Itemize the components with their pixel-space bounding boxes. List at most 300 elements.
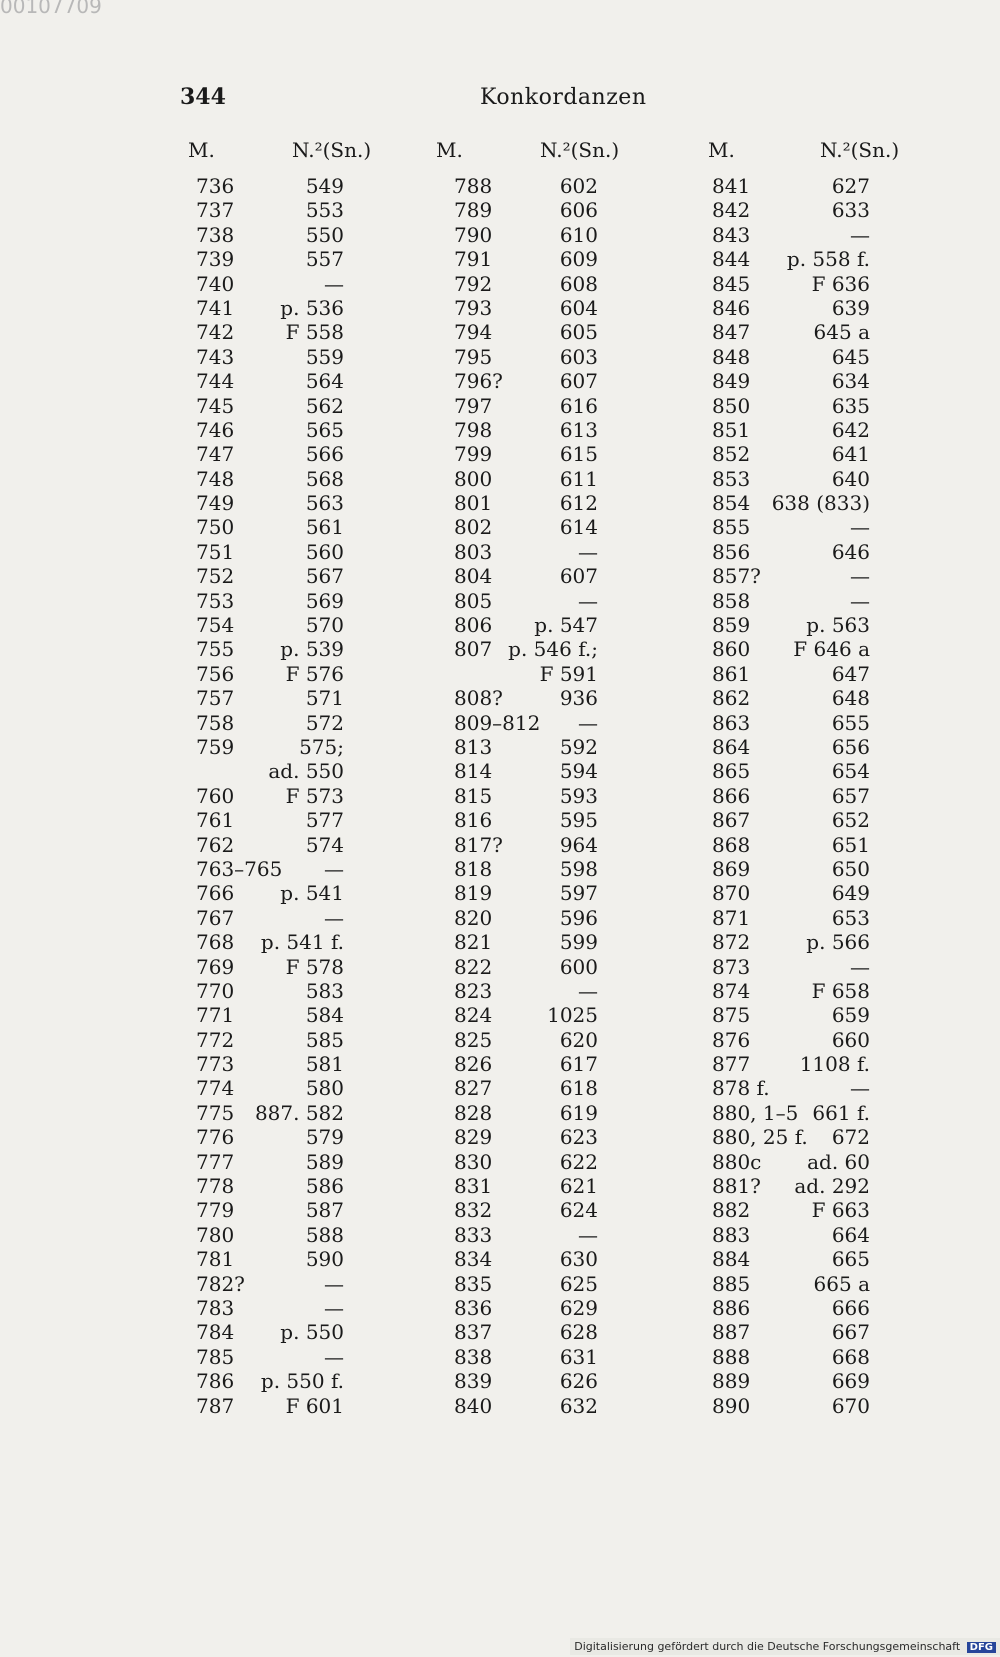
n-number: 575; — [299, 734, 344, 759]
m-number: 762 — [196, 832, 235, 857]
m-number: 778 — [196, 1174, 235, 1199]
m-number: 876 — [712, 1027, 751, 1052]
m-number: 798 — [454, 417, 493, 442]
table-row — [712, 1150, 870, 1174]
column-header — [188, 138, 372, 174]
m-number: 855 — [712, 515, 751, 540]
table-row — [454, 808, 598, 832]
table-row — [712, 174, 870, 198]
n-number: 579 — [305, 1125, 344, 1150]
n-number: 567 — [305, 564, 344, 589]
table-row — [196, 906, 344, 930]
table-row — [712, 662, 870, 686]
n-number: 622 — [559, 1149, 598, 1174]
table-row — [454, 686, 598, 710]
m-number: 785 — [196, 1344, 235, 1369]
n-number: — — [578, 710, 598, 735]
table-row — [454, 1003, 598, 1027]
m-number: 755 — [196, 637, 235, 662]
n-number: 633 — [831, 198, 870, 223]
n-number: 625 — [559, 1271, 598, 1296]
n-number: 590 — [305, 1247, 344, 1272]
table-row — [196, 1028, 344, 1052]
table-row — [454, 1394, 598, 1418]
table-row — [712, 1296, 870, 1320]
m-number: 832 — [454, 1198, 493, 1223]
n-number: 619 — [559, 1100, 598, 1125]
n-number: F 558 — [285, 320, 344, 345]
m-number: 820 — [454, 905, 493, 930]
table-row — [196, 686, 344, 710]
table-row — [712, 833, 870, 857]
table-row — [712, 247, 870, 271]
n-number: 648 — [831, 686, 870, 711]
m-number: 880, 1–5 — [712, 1100, 799, 1125]
table-row — [196, 1369, 344, 1393]
m-number: 743 — [196, 344, 235, 369]
n-number: 634 — [831, 369, 870, 394]
m-number: 849 — [712, 369, 751, 394]
m-number: 880, 25 f. — [712, 1125, 808, 1150]
n-number: 650 — [831, 856, 870, 881]
m-number: 858 — [712, 588, 751, 613]
table-row — [712, 345, 870, 369]
m-number: 759 — [196, 734, 235, 759]
table-row — [712, 857, 870, 881]
m-number: 790 — [454, 222, 493, 247]
n-number: p. 541 f. — [260, 930, 344, 955]
n-number: p. 539 — [280, 637, 344, 662]
n-number: 594 — [559, 759, 598, 784]
m-number: 768 — [196, 930, 235, 955]
concordance-column-3 — [708, 138, 900, 1418]
table-row — [196, 1076, 344, 1100]
n-number: — — [850, 222, 870, 247]
m-number: 750 — [196, 515, 235, 540]
table-row — [196, 491, 344, 515]
table-row — [196, 418, 344, 442]
n-number: 577 — [305, 808, 344, 833]
n-number: 588 — [305, 1222, 344, 1247]
n-number: 557 — [305, 247, 344, 272]
m-number: 818 — [454, 856, 493, 881]
table-row — [712, 1003, 870, 1027]
n-number: 653 — [831, 905, 870, 930]
table-row — [196, 1198, 344, 1222]
table-row — [196, 467, 344, 491]
table-row — [712, 515, 870, 539]
n-number: 652 — [831, 808, 870, 833]
m-number: 788 — [454, 174, 493, 198]
m-number: 805 — [454, 588, 493, 613]
table-row — [712, 1125, 870, 1149]
n-number: 887. 582 — [254, 1100, 344, 1125]
n-number: 559 — [305, 344, 344, 369]
m-number: 787 — [196, 1393, 235, 1418]
m-number: 868 — [712, 832, 751, 857]
table-row — [712, 808, 870, 832]
table-row — [454, 833, 598, 857]
table-row — [454, 637, 598, 661]
m-number: 749 — [196, 491, 235, 516]
m-number: 802 — [454, 515, 493, 540]
m-number: 821 — [454, 930, 493, 955]
table-row — [454, 1076, 598, 1100]
n-number: 612 — [559, 491, 598, 516]
n-number: 561 — [305, 515, 344, 540]
n-number: 642 — [831, 417, 870, 442]
n-number: 632 — [559, 1393, 598, 1418]
m-number: 885 — [712, 1271, 751, 1296]
m-number: 789 — [454, 198, 493, 223]
m-number: 845 — [712, 271, 751, 296]
m-number: 786 — [196, 1369, 235, 1394]
m-number: 767 — [196, 905, 235, 930]
table-row — [712, 1345, 870, 1369]
table-row — [712, 1174, 870, 1198]
m-number: 752 — [196, 564, 235, 589]
table-row — [712, 881, 870, 905]
digitization-footer — [570, 1638, 1000, 1655]
n-number: 568 — [305, 466, 344, 491]
table-row — [196, 1394, 344, 1418]
table-row — [454, 711, 598, 735]
m-number: 873 — [712, 954, 751, 979]
m-number: 851 — [712, 417, 751, 442]
m-number: 852 — [712, 442, 751, 467]
table-row — [712, 637, 870, 661]
table-row — [454, 247, 598, 271]
table-row — [454, 272, 598, 296]
n-number: 623 — [559, 1125, 598, 1150]
table-row — [196, 223, 344, 247]
n-number: 603 — [559, 344, 598, 369]
m-number: 839 — [454, 1369, 493, 1394]
m-number: 887 — [712, 1320, 751, 1345]
table-row — [196, 881, 344, 905]
m-number: 809–812 — [454, 710, 541, 735]
table-row — [454, 1052, 598, 1076]
table-row — [454, 1028, 598, 1052]
n-number: 646 — [831, 539, 870, 564]
table-row — [454, 881, 598, 905]
m-number: 746 — [196, 417, 235, 442]
m-number: 797 — [454, 393, 493, 418]
n-number: 660 — [831, 1027, 870, 1052]
n-number: 670 — [831, 1393, 870, 1418]
table-row — [712, 442, 870, 466]
n-number: ad. 292 — [794, 1174, 870, 1199]
n-number: 596 — [559, 905, 598, 930]
table-row — [196, 979, 344, 1003]
m-number: 737 — [196, 198, 235, 223]
table-row — [712, 955, 870, 979]
table-row — [196, 369, 344, 393]
n-number: 599 — [559, 930, 598, 955]
m-number: 745 — [196, 393, 235, 418]
table-row — [196, 808, 344, 832]
m-number: 776 — [196, 1125, 235, 1150]
n-number: 550 — [305, 222, 344, 247]
n-number: 600 — [559, 954, 598, 979]
m-number: 889 — [712, 1369, 751, 1394]
m-number: 757 — [196, 686, 235, 711]
m-number: 741 — [196, 295, 235, 320]
table-row — [454, 296, 598, 320]
n-number: 668 — [831, 1344, 870, 1369]
header-m: M. — [708, 138, 735, 162]
n-number: 620 — [559, 1027, 598, 1052]
n-number: 614 — [559, 515, 598, 540]
n-number: 665 — [831, 1247, 870, 1272]
table-row — [454, 1101, 598, 1125]
table-row — [196, 711, 344, 735]
m-number: 777 — [196, 1149, 235, 1174]
table-row — [712, 223, 870, 247]
m-number: 866 — [712, 783, 751, 808]
m-number: 751 — [196, 539, 235, 564]
table-row — [454, 906, 598, 930]
m-number: 834 — [454, 1247, 493, 1272]
n-number: 645 a — [813, 320, 870, 345]
m-number: 800 — [454, 466, 493, 491]
n-number: — — [324, 1295, 344, 1320]
n-number: 610 — [559, 222, 598, 247]
m-number: 882 — [712, 1198, 751, 1223]
n-number: p. 566 — [806, 930, 870, 955]
m-number: 804 — [454, 564, 493, 589]
table-row — [712, 394, 870, 418]
m-number: 843 — [712, 222, 751, 247]
table-row — [712, 320, 870, 344]
n-number: — — [850, 954, 870, 979]
table-row — [196, 1272, 344, 1296]
n-number: 617 — [559, 1052, 598, 1077]
table-row — [454, 491, 598, 515]
m-number: 878 f. — [712, 1076, 770, 1101]
table-row — [454, 930, 598, 954]
table-row — [454, 1150, 598, 1174]
n-number: 667 — [831, 1320, 870, 1345]
n-number: 569 — [305, 588, 344, 613]
m-number: 835 — [454, 1271, 493, 1296]
table-row — [196, 735, 344, 759]
m-number: 853 — [712, 466, 751, 491]
m-number: 739 — [196, 247, 235, 272]
m-number: 861 — [712, 661, 751, 686]
page-number: 344 — [180, 84, 226, 110]
table-row — [196, 1003, 344, 1027]
table-row — [712, 784, 870, 808]
table-row — [454, 515, 598, 539]
header-n: N.²(Sn.) — [540, 138, 620, 162]
n-number: 589 — [305, 1149, 344, 1174]
m-number: 864 — [712, 734, 751, 759]
table-row — [454, 857, 598, 881]
n-number: 606 — [559, 198, 598, 223]
table-row — [712, 296, 870, 320]
table-row — [454, 345, 598, 369]
table-row — [712, 418, 870, 442]
n-number: F 576 — [285, 661, 344, 686]
m-number: 840 — [454, 1393, 493, 1418]
m-number: 836 — [454, 1295, 493, 1320]
table-row — [712, 1369, 870, 1393]
table-row — [196, 857, 344, 881]
m-number: 807 — [454, 637, 493, 662]
table-row — [454, 1369, 598, 1393]
table-row — [196, 296, 344, 320]
table-row — [712, 930, 870, 954]
table-row — [712, 369, 870, 393]
n-number: F 658 — [811, 978, 870, 1003]
table-row — [454, 369, 598, 393]
n-number: 571 — [305, 686, 344, 711]
table-row — [712, 198, 870, 222]
table-row — [196, 1223, 344, 1247]
m-number: 880c — [712, 1149, 762, 1174]
n-number: 628 — [559, 1320, 598, 1345]
m-number: 784 — [196, 1320, 235, 1345]
table-row — [196, 564, 344, 588]
n-number: 607 — [559, 369, 598, 394]
table-row — [196, 613, 344, 637]
n-number: 964 — [559, 832, 598, 857]
dfg-logo: DFG — [967, 1642, 996, 1653]
table-row — [454, 223, 598, 247]
n-number: 664 — [831, 1222, 870, 1247]
n-number: 607 — [559, 564, 598, 589]
table-row — [712, 540, 870, 564]
footer-text: Digitalisierung gefördert durch die Deutsche Forschungsgemeinschaft — [574, 1640, 961, 1653]
m-number: 844 — [712, 247, 751, 272]
n-number: 549 — [305, 174, 344, 198]
n-number: p. 558 f. — [786, 247, 870, 272]
table-row — [712, 1076, 870, 1100]
m-number: 871 — [712, 905, 751, 930]
m-number: 748 — [196, 466, 235, 491]
table-row — [196, 442, 344, 466]
m-number: 742 — [196, 320, 235, 345]
table-row — [196, 759, 344, 783]
n-number: 609 — [559, 247, 598, 272]
m-number: 833 — [454, 1222, 493, 1247]
table-row — [712, 1320, 870, 1344]
m-number: 772 — [196, 1027, 235, 1052]
m-number: 791 — [454, 247, 493, 272]
table-row — [712, 272, 870, 296]
m-number: 828 — [454, 1100, 493, 1125]
table-row — [454, 394, 598, 418]
m-number: 779 — [196, 1198, 235, 1223]
header-m: M. — [436, 138, 463, 162]
table-row — [196, 833, 344, 857]
m-number: 824 — [454, 1003, 493, 1028]
n-number: F 601 — [285, 1393, 344, 1418]
m-number: 796? — [454, 369, 503, 394]
m-number: 854 — [712, 491, 751, 516]
table-row — [712, 759, 870, 783]
m-number: 770 — [196, 978, 235, 1003]
header-m: M. — [188, 138, 215, 162]
table-row — [454, 1198, 598, 1222]
m-number: 856 — [712, 539, 751, 564]
n-number: 627 — [831, 174, 870, 198]
m-number: 782? — [196, 1271, 245, 1296]
n-number: 563 — [305, 491, 344, 516]
header-n: N.²(Sn.) — [820, 138, 900, 162]
n-number: 572 — [305, 710, 344, 735]
m-number: 799 — [454, 442, 493, 467]
table-row — [454, 784, 598, 808]
m-number: 775 — [196, 1100, 235, 1125]
table-row — [454, 979, 598, 1003]
m-number: 838 — [454, 1344, 493, 1369]
page-title: Konkordanzen — [480, 85, 647, 110]
table-row — [454, 540, 598, 564]
column-header — [708, 138, 900, 174]
n-number: 565 — [305, 417, 344, 442]
m-number: 884 — [712, 1247, 751, 1272]
m-number: 886 — [712, 1295, 751, 1320]
table-row — [712, 735, 870, 759]
table-row — [196, 1247, 344, 1271]
m-number: 830 — [454, 1149, 493, 1174]
table-row — [712, 686, 870, 710]
table-row — [454, 198, 598, 222]
m-number: 740 — [196, 271, 235, 296]
n-number: 566 — [305, 442, 344, 467]
n-number: 605 — [559, 320, 598, 345]
m-number: 817? — [454, 832, 503, 857]
n-number: F 646 a — [793, 637, 870, 662]
m-number: 862 — [712, 686, 751, 711]
concordance-column-1 — [188, 138, 372, 1418]
m-number: 783 — [196, 1295, 235, 1320]
n-number: 608 — [559, 271, 598, 296]
table-row — [196, 272, 344, 296]
m-number: 883 — [712, 1222, 751, 1247]
n-number: 581 — [305, 1052, 344, 1077]
m-number: 859 — [712, 613, 751, 638]
m-number: 869 — [712, 856, 751, 881]
n-number: p. 547 — [534, 613, 598, 638]
table-row — [196, 515, 344, 539]
table-row — [196, 637, 344, 661]
table-row — [712, 1394, 870, 1418]
n-number: 655 — [831, 710, 870, 735]
m-number: 822 — [454, 954, 493, 979]
n-number: 1025 — [547, 1003, 598, 1028]
m-number: 769 — [196, 954, 235, 979]
m-number: 794 — [454, 320, 493, 345]
m-number: 846 — [712, 295, 751, 320]
table-row — [454, 564, 598, 588]
m-number: 825 — [454, 1027, 493, 1052]
m-number: 813 — [454, 734, 493, 759]
m-number: 792 — [454, 271, 493, 296]
n-number: F 663 — [811, 1198, 870, 1223]
table-row — [454, 1272, 598, 1296]
m-number: 841 — [712, 174, 751, 198]
n-number: 657 — [831, 783, 870, 808]
m-number: 860 — [712, 637, 751, 662]
table-row — [196, 930, 344, 954]
table-row — [712, 1247, 870, 1271]
m-number: 793 — [454, 295, 493, 320]
table-row — [454, 613, 598, 637]
n-number: 553 — [305, 198, 344, 223]
